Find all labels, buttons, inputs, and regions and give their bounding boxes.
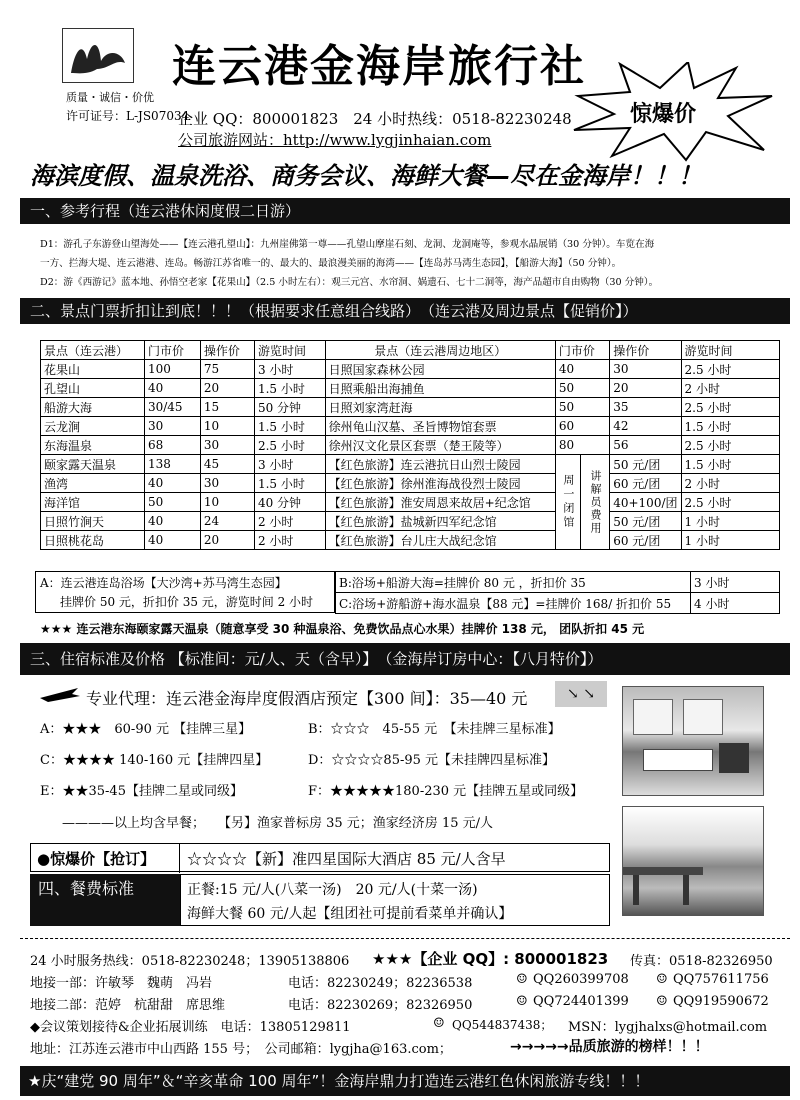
cell: 1.5 小时 bbox=[681, 455, 780, 474]
meeting-planning: ◆会议策划接待&企业拓展训练 电话：13805129811 bbox=[30, 1020, 351, 1035]
cell: 68 bbox=[144, 436, 200, 455]
table-row bbox=[41, 455, 780, 474]
cell: 海洋馆 bbox=[41, 493, 145, 512]
cell: 60 元/团 bbox=[610, 474, 681, 493]
table-header: 景点（连云港周边地区） bbox=[325, 341, 555, 360]
dept2-phone: 电话：82230269；82326950 bbox=[288, 998, 473, 1013]
cell: 50 bbox=[555, 398, 609, 417]
cell: 30 bbox=[144, 417, 200, 436]
cell: 20 bbox=[610, 379, 681, 398]
airplane-icon bbox=[38, 684, 82, 704]
hotel-option-b: B：☆☆☆ 45-55 元 【未挂牌三星标准】 bbox=[308, 722, 561, 737]
cell: 138 bbox=[144, 455, 200, 474]
itinerary-day1-a: D1：游孔子东游登山望海处——【连云港孔望山】：九州崖佛第一尊——孔望山摩崖石刻、龙洞、龙洞庵等，参观水晶展销（30 分钟）。车览在海 bbox=[40, 239, 655, 250]
table-row bbox=[41, 531, 780, 550]
cell: 35 bbox=[610, 398, 681, 417]
cell: 1 小时 bbox=[681, 512, 780, 531]
hotel-room-photo bbox=[622, 686, 764, 796]
cell: 42 bbox=[610, 417, 681, 436]
cell: 2.5 小时 bbox=[681, 398, 780, 417]
cell: 东海温泉 bbox=[41, 436, 145, 455]
breakfast-note: ————以上均含早餐； 【另】渔家普标房 35 元；渔家经济房 15 元/人 bbox=[62, 816, 493, 831]
license-number: 许可证号：L-JS07034 bbox=[66, 109, 190, 123]
enterprise-qq: ★★★【企业 QQ】: 800001823 bbox=[372, 950, 609, 968]
cell: 船游大海 bbox=[41, 398, 145, 417]
qq-icon: ☺ bbox=[516, 994, 528, 1009]
cell: 颐家露天温泉 bbox=[41, 455, 145, 474]
table-row bbox=[41, 379, 780, 398]
table-row bbox=[41, 493, 780, 512]
meal-line-2: 海鲜大餐 60 元/人起【组团社可提前看菜单并确认】 bbox=[187, 906, 513, 922]
cell: 30 bbox=[610, 360, 681, 379]
meal-box bbox=[180, 874, 610, 926]
qq-icon: ☺ bbox=[656, 994, 668, 1009]
hotel-option-a: A：★★★ 60-90 元 【挂牌三星】 bbox=[40, 722, 252, 737]
cell: 1.5 小时 bbox=[681, 417, 780, 436]
cell: 2.5 小时 bbox=[681, 436, 780, 455]
contact-divider bbox=[20, 938, 790, 939]
hotel-option-e: E：★★35-45【挂牌二星或同级】 bbox=[40, 784, 243, 799]
qq-hotline: 企业 QQ：800001823 24 小时热线：0518-82230248 bbox=[178, 110, 572, 128]
cell: 50 bbox=[144, 493, 200, 512]
cell: 1.5 小时 bbox=[254, 417, 325, 436]
dept1-qq1: QQ260399708 bbox=[533, 972, 629, 987]
dept1-staff: 地接一部：许敏琴 魏萌 冯岩 bbox=[30, 976, 213, 991]
cell: 云龙涧 bbox=[41, 417, 145, 436]
company-title: 连云港金海岸旅行社 bbox=[172, 41, 586, 92]
cell: 50 分钟 bbox=[254, 398, 325, 417]
cell: 40 bbox=[144, 531, 200, 550]
cell: 45 bbox=[200, 455, 254, 474]
combo-b: B:浴场+船游大海=挂牌价 80 元 ，折扣价 35 bbox=[336, 572, 691, 593]
meeting-qq: QQ544837438； bbox=[452, 1018, 553, 1032]
msn: MSN：lygjhalxs@hotmail.com bbox=[568, 1020, 768, 1035]
cell: 徐州龟山汉墓、圣旨博物馆套票 bbox=[325, 417, 555, 436]
cell: 100 bbox=[144, 360, 200, 379]
cell: 40 bbox=[555, 360, 609, 379]
hotel-agent: 专业代理：连云港金海岸度假酒店预定【300 间】：35—40 元 bbox=[86, 689, 528, 708]
section-meal-title: 四、餐费标准 bbox=[30, 874, 180, 926]
meal-line-1: 正餐:15 元/人(八菜一汤) 20 元/人(十菜一汤) bbox=[187, 882, 478, 898]
cell: 日照桃花岛 bbox=[41, 531, 145, 550]
combo-bc-table bbox=[335, 571, 780, 614]
cell: 孔望山 bbox=[41, 379, 145, 398]
hotel-option-c: C：★★★★ 140-160 元【挂牌四星】 bbox=[40, 753, 269, 768]
table-header: 操作价 bbox=[200, 341, 254, 360]
cell: 80 bbox=[555, 436, 609, 455]
guide-fee-note: 讲解员费用 bbox=[580, 455, 609, 550]
dept2-staff: 地接二部：范婷 杭甜甜 席思维 bbox=[30, 998, 226, 1013]
cell: 75 bbox=[200, 360, 254, 379]
footer-banner: ★庆“建党 90 周年”＆“辛亥革命 100 周年”！金海岸鼎力打造连云港红色休闲旅游专线！！！ bbox=[20, 1066, 790, 1096]
cell: 50 bbox=[555, 379, 609, 398]
table-header: 游览时间 bbox=[681, 341, 780, 360]
burst-label: 惊爆价 bbox=[630, 102, 697, 127]
cell: 40 分钟 bbox=[254, 493, 325, 512]
cell: 50 元/团 bbox=[610, 512, 681, 531]
cell: 30 bbox=[200, 436, 254, 455]
section-hotel-title: 三、住宿标准及价格 【标准间：元/人、天（含早）】 （金海岸订房中心：【八月特价】） bbox=[20, 643, 790, 675]
section-tickets-title: 二、景点门票折扣让到底！！！（根据要求任意组合线路） （连云港及周边景点【促销价】） bbox=[20, 298, 790, 324]
flash-box bbox=[30, 843, 610, 872]
section-itinerary-title: 一、参考行程（连云港休闲度假二日游） bbox=[20, 198, 790, 224]
combo-c: C:浴场+游船游+海水温泉【88 元】=挂牌价 168/ 折扣价 55 bbox=[336, 593, 691, 614]
cell: 40 bbox=[144, 379, 200, 398]
hotel-option-f: F：★★★★★180-230 元【挂牌五星或同级】 bbox=[308, 784, 584, 799]
cell: 徐州汉文化景区套票（楚王陵等） bbox=[325, 436, 555, 455]
cell: 56 bbox=[610, 436, 681, 455]
cell: 10 bbox=[200, 493, 254, 512]
cell: 1.5 小时 bbox=[254, 474, 325, 493]
table-row bbox=[41, 474, 780, 493]
service-hotline: 24 小时服务热线：0518-82230248；13905138806 bbox=[30, 954, 350, 969]
hotel-option-d: D：☆☆☆☆85-95 元【未挂牌四星标准】 bbox=[308, 753, 556, 768]
hot-spring-note: ★★★ 连云港东海颐家露天温泉（随意享受 30 种温泉浴、免费饮品点心水果）挂牌价 138 元， 团队折扣 45 元 bbox=[40, 622, 645, 636]
cell: 15 bbox=[200, 398, 254, 417]
cell: 2.5 小时 bbox=[254, 436, 325, 455]
cell: 日照刘家湾赶海 bbox=[325, 398, 555, 417]
dept1-phone: 电话：82230249；82236538 bbox=[288, 976, 473, 991]
dept2-qq1: QQ724401399 bbox=[533, 994, 629, 1009]
cell: 花果山 bbox=[41, 360, 145, 379]
itinerary-day2: D2：游《西游记》蓝本地、孙悟空老家【花果山】（2.5 小时左右）：观三元宫、水帘洞、娲遗石、七十二洞等，海产品超市自由购物（30 分钟）。 bbox=[40, 277, 659, 288]
cell: 60 bbox=[555, 417, 609, 436]
cell: 【红色旅游】淮安周恩来故居+纪念馆 bbox=[325, 493, 555, 512]
cell: 10 bbox=[200, 417, 254, 436]
flash-label: ●惊爆价【抢订】 bbox=[37, 850, 156, 868]
cell: 渔湾 bbox=[41, 474, 145, 493]
cell: 【红色旅游】盐城新四军纪念馆 bbox=[325, 512, 555, 531]
table-header: 操作价 bbox=[610, 341, 681, 360]
combo-a-price: 挂牌价 50 元，折扣价 35 元，游览时间 2 小时 bbox=[60, 595, 314, 609]
cell: 60 元/团 bbox=[610, 531, 681, 550]
cell: 40 bbox=[144, 474, 200, 493]
cell: 2.5 小时 bbox=[681, 493, 780, 512]
fax: 传真：0518-82326950 bbox=[630, 954, 773, 969]
table-row bbox=[41, 512, 780, 531]
cell: 日照竹涧天 bbox=[41, 512, 145, 531]
cell: 日照乘船出海捕鱼 bbox=[325, 379, 555, 398]
table-row bbox=[41, 360, 780, 379]
table-row bbox=[41, 436, 780, 455]
table-header: 门市价 bbox=[555, 341, 609, 360]
table-row bbox=[41, 398, 780, 417]
cell: 40+100/团 bbox=[610, 493, 681, 512]
flash-hotel: ☆☆☆☆【新】准四星国际大酒店 85 元/人含早 bbox=[187, 850, 506, 868]
logo bbox=[62, 28, 134, 83]
cell: 2.5 小时 bbox=[681, 360, 780, 379]
combo-a-title: A：连云港连岛浴场【大沙湾+苏马湾生态园】 bbox=[40, 576, 287, 590]
cell: 30 bbox=[200, 474, 254, 493]
cell: 2 小时 bbox=[681, 474, 780, 493]
cell: 50 元/团 bbox=[610, 455, 681, 474]
combo-c-time: 4 小时 bbox=[691, 593, 780, 614]
cell: 【红色旅游】连云港抗日山烈士陵园 bbox=[325, 455, 555, 474]
cell: 2 小时 bbox=[254, 512, 325, 531]
cell: 3 小时 bbox=[254, 455, 325, 474]
logo-slogan: 质量・诚信・价优 bbox=[66, 91, 154, 104]
cell: 40 bbox=[144, 512, 200, 531]
website: 公司旅游网站：http://www.lygjinhaian.com bbox=[178, 131, 492, 149]
arrow-icons: ↘ ↘ bbox=[555, 681, 607, 707]
cell: 20 bbox=[200, 379, 254, 398]
cell: 30/45 bbox=[144, 398, 200, 417]
cell: 1.5 小时 bbox=[254, 379, 325, 398]
table-row bbox=[41, 417, 780, 436]
itinerary-day1-b: 一方、拦海大堤、连云港港、连岛。畅游江苏省唯一的、最大的、最浪漫美丽的海湾——【连岛苏马湾生态园】，【船游大海】（50 分钟）。 bbox=[40, 258, 622, 269]
cell: 2 小时 bbox=[681, 379, 780, 398]
dept2-qq2: QQ919590672 bbox=[673, 994, 769, 1009]
cell: 【红色旅游】徐州淮海战役烈士陵园 bbox=[325, 474, 555, 493]
main-slogan: 海滨度假、温泉洗浴、商务会议、海鲜大餐—尽在金海岸！！！ bbox=[30, 162, 702, 190]
ticket-table bbox=[40, 340, 780, 550]
cell: 【红色旅游】台儿庄大战纪念馆 bbox=[325, 531, 555, 550]
address-email: 地址：江苏连云港市中山西路 155 号； 公司邮箱：lygjha@163.com； bbox=[30, 1042, 452, 1057]
table-header: 门市价 bbox=[144, 341, 200, 360]
ticket-header-row bbox=[41, 341, 780, 360]
cell: 20 bbox=[200, 531, 254, 550]
seaside-photo bbox=[622, 806, 764, 916]
cell: 1 小时 bbox=[681, 531, 780, 550]
dept1-qq2: QQ757611756 bbox=[673, 972, 769, 987]
cell: 2 小时 bbox=[254, 531, 325, 550]
combo-a-box bbox=[35, 571, 335, 613]
qq-icon: ☺ bbox=[656, 972, 668, 987]
table-header: 游览时间 bbox=[254, 341, 325, 360]
cell: 3 小时 bbox=[254, 360, 325, 379]
qq-icon: ☺ bbox=[516, 972, 528, 987]
cell: 日照国家森林公园 bbox=[325, 360, 555, 379]
closed-monday-note: 周一闭馆 bbox=[555, 455, 580, 550]
combo-b-time: 3 小时 bbox=[691, 572, 780, 593]
cell: 24 bbox=[200, 512, 254, 531]
motto: →→→→→品质旅游的榜样！！！ bbox=[510, 1039, 709, 1055]
table-header: 景点（连云港） bbox=[41, 341, 145, 360]
qq-icon: ☺ bbox=[433, 1016, 445, 1031]
